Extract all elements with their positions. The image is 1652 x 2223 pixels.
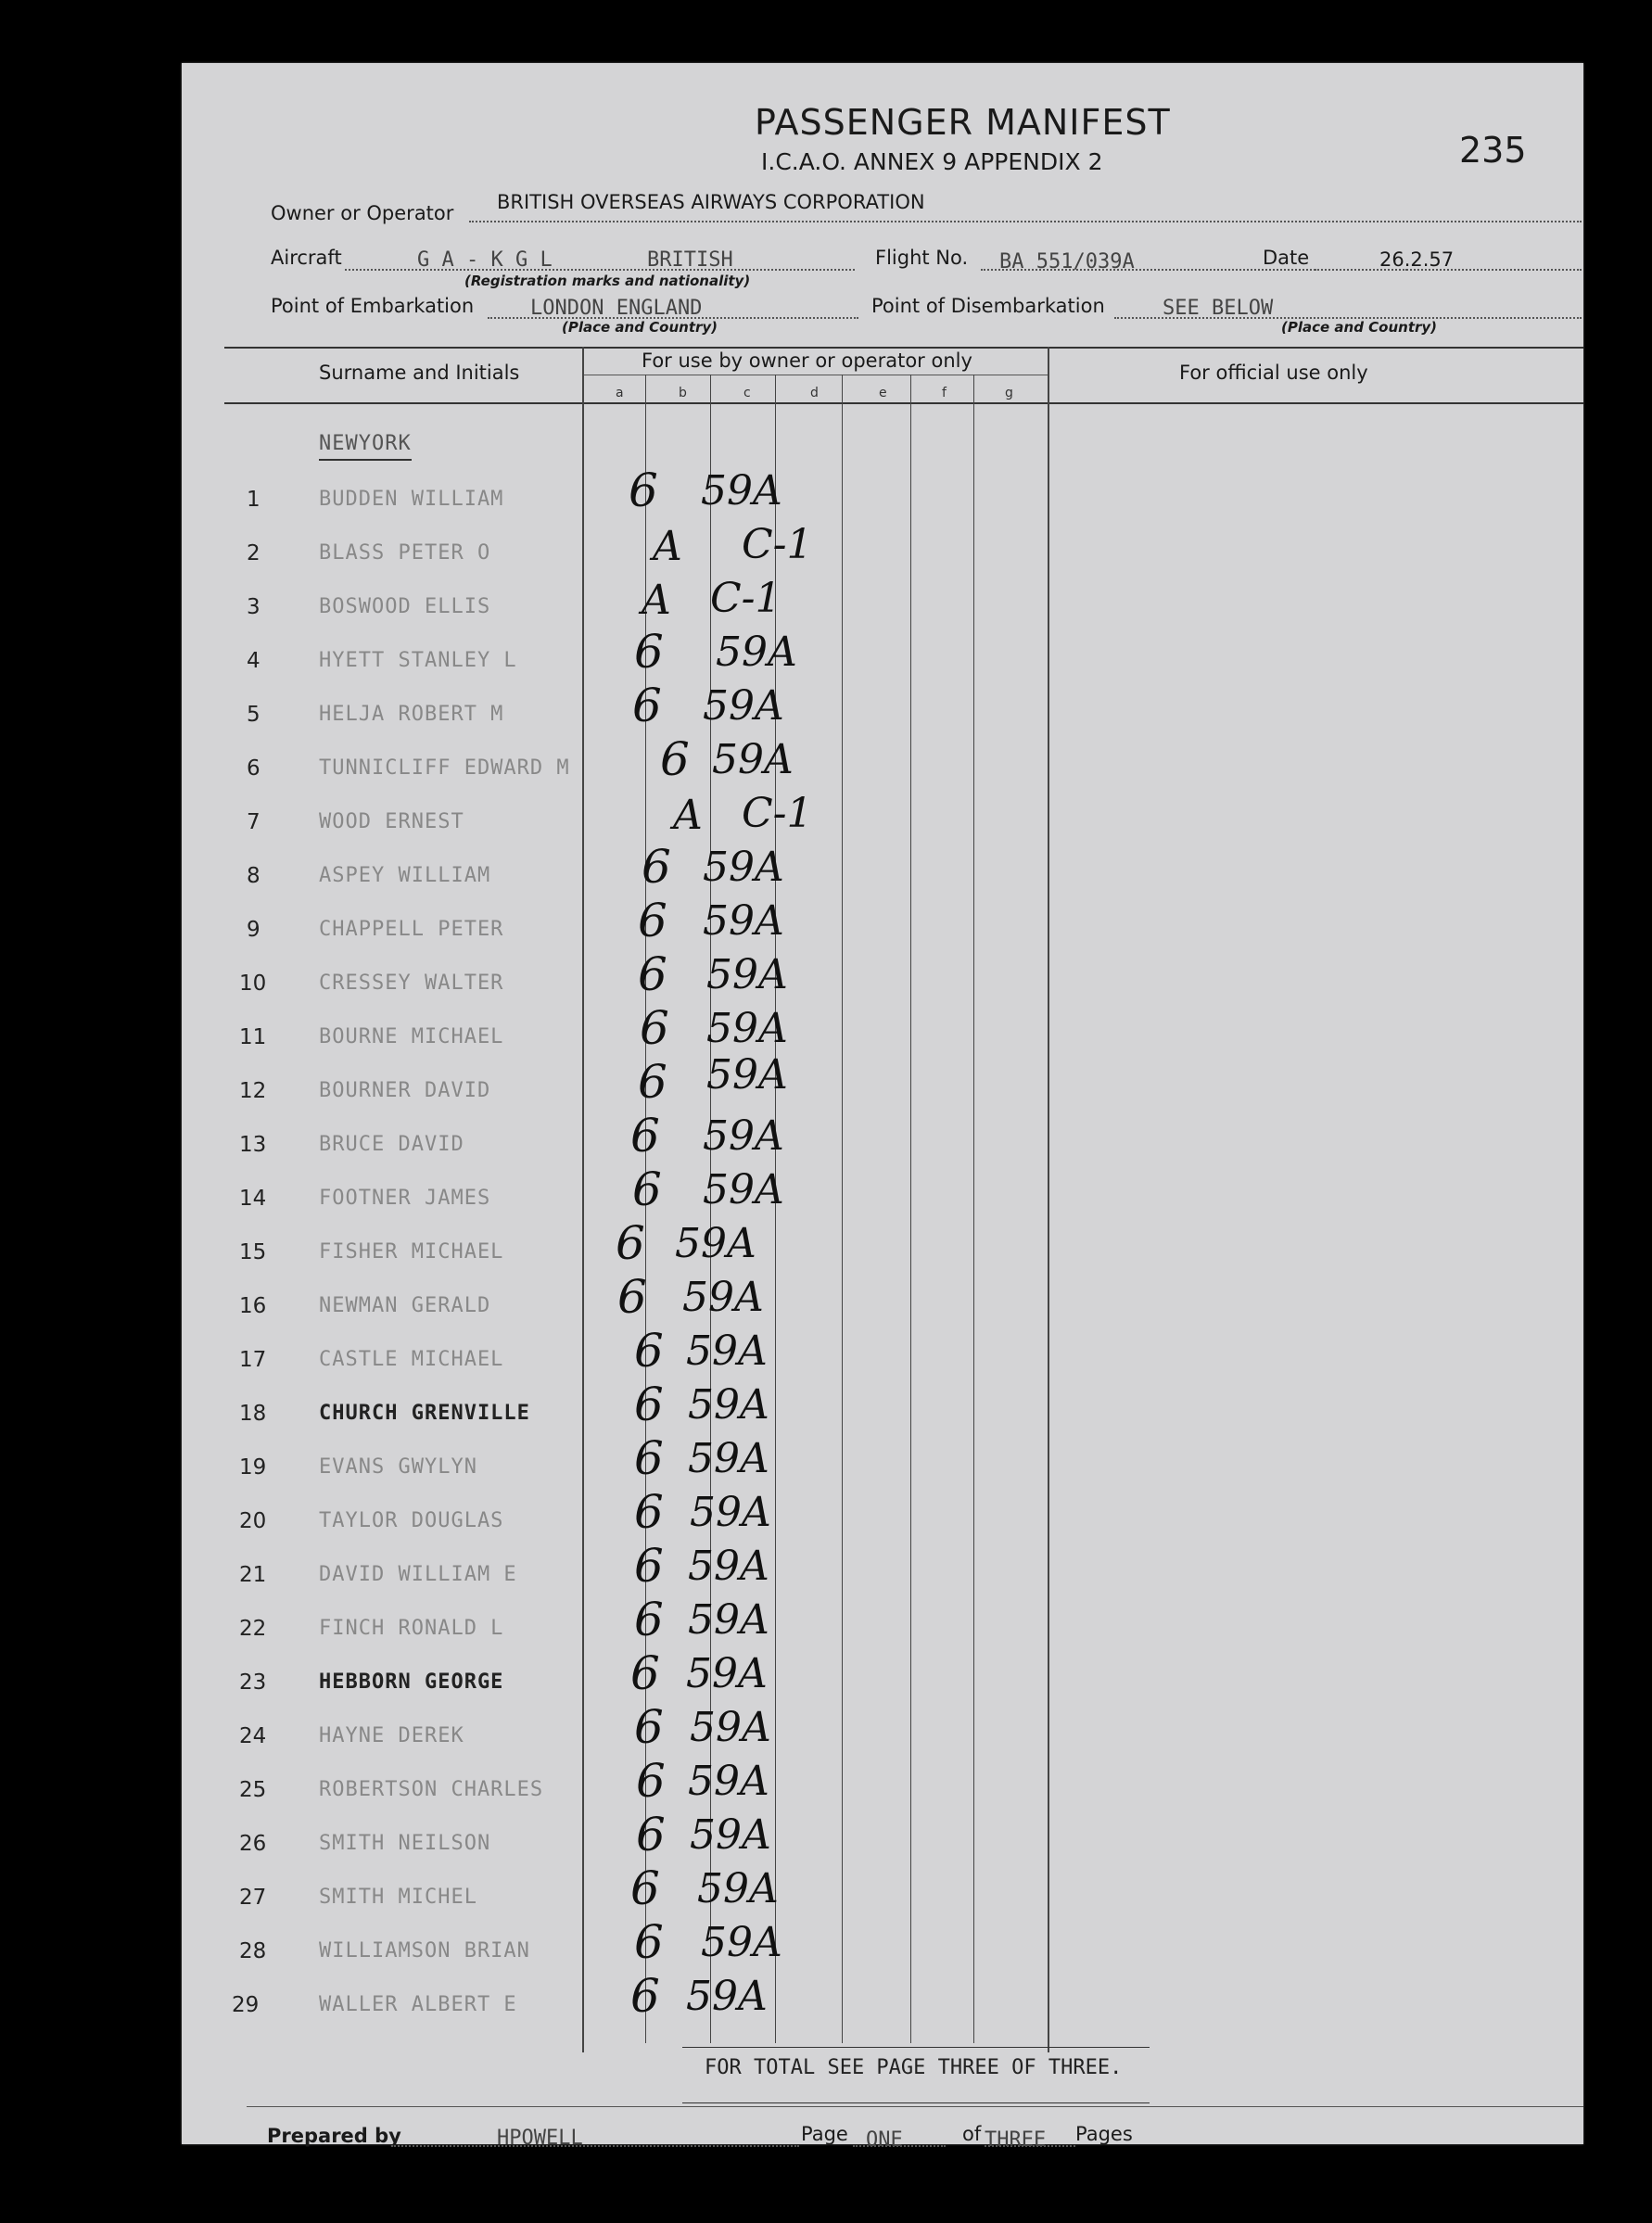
sub-letter-e: e [879,386,887,400]
passenger-name: FINCH RONALD L [319,1617,504,1640]
passenger-name: BOSWOOD ELLIS [319,595,491,618]
handwritten-code-1: 6 [634,1485,664,1539]
passenger-name: CRESSEY WALTER [319,972,504,995]
header-surname: Surname and Initials [319,362,520,384]
handwritten-code-1: 6 [634,1378,664,1431]
flight-label: Flight No. [875,247,969,269]
handwritten-code-2: 59A [703,897,784,945]
handwritten-code-1: 6 [616,1216,645,1270]
col-divider-e [910,375,911,2043]
page-value: ONE [866,2128,903,2152]
handwritten-code-1: 6 [634,1915,664,1969]
row-number: 21 [239,1563,267,1587]
passenger-name: NEWMAN GERALD [319,1294,491,1317]
row-number: 14 [239,1187,267,1211]
of-label: of [962,2123,982,2145]
section-destination: NEWYORK [319,432,412,461]
handwritten-code-2: 59A [682,1274,764,1321]
page-number: 235 [1459,130,1527,171]
table-header-rule [224,402,1583,404]
row-number: 29 [232,1993,260,2017]
disembarkation-label: Point of Disembarkation [871,295,1105,317]
total-rule-top [682,2047,1150,2048]
handwritten-code-1: 6 [636,1808,666,1861]
handwritten-code-1: 6 [634,1431,664,1485]
handwritten-code-2: 59A [690,1704,771,1751]
sub-letter-g: g [1005,386,1013,400]
handwritten-code-1: 6 [630,1646,660,1700]
passenger-name: HELJA ROBERT M [319,703,504,726]
manifest-sheet [182,63,1583,2152]
handwritten-code-1: 6 [634,1539,664,1593]
prepared-label: Prepared by [267,2125,401,2147]
sub-letter-a: a [616,386,624,400]
passenger-name: SMITH MICHEL [319,1886,477,1909]
handwritten-code-2: 59A [688,1758,769,1805]
passenger-name: BUDDEN WILLIAM [319,488,504,511]
passenger-name: FOOTNER JAMES [319,1187,491,1210]
aircraft-registration: G A - K G L [417,248,553,272]
handwritten-code-1: 6 [634,1593,664,1646]
passenger-name: DAVID WILLIAM E [319,1563,517,1586]
passenger-name: HAYNE DEREK [319,1724,464,1747]
handwritten-code-1: 6 [642,840,671,894]
row-number: 15 [239,1240,267,1264]
disembarkation-value: SEE BELOW [1163,297,1274,320]
handwritten-code-1: 6 [632,679,662,732]
row-number: 18 [239,1402,267,1426]
pages-label: Pages [1075,2123,1133,2145]
row-number: 1 [247,488,261,512]
row-number: 25 [239,1778,267,1802]
handwritten-code-2: 59A [703,1112,784,1160]
handwritten-code-2: C-1 [710,575,782,622]
row-number: 3 [247,595,261,619]
row-number: 17 [239,1348,267,1372]
handwritten-code-2: 59A [688,1596,769,1644]
owner-value: BRITISH OVERSEAS AIRWAYS CORPORATION [497,191,925,213]
page-label: Page [801,2123,848,2145]
handwritten-code-2: 59A [706,951,788,998]
passenger-name: BOURNER DAVID [319,1079,491,1102]
passenger-name: SMITH NEILSON [319,1832,491,1855]
handwritten-code-1: 6 [638,947,667,1001]
handwritten-code-2: 59A [690,1811,771,1859]
handwritten-code-2: 59A [703,1166,784,1213]
passenger-name: BRUCE DAVID [319,1133,464,1156]
handwritten-code-1: 6 [636,1754,666,1808]
sub-letter-f: f [942,386,947,400]
handwritten-code-1: 6 [630,1109,660,1162]
handwritten-code-2: 59A [688,1435,769,1482]
passenger-name: HYETT STANLEY L [319,649,517,672]
handwritten-code-1: 6 [632,1162,662,1216]
prepared-value: HPOWELL [497,2127,583,2150]
handwritten-code-2: C-1 [742,521,813,568]
row-number: 22 [239,1617,267,1641]
handwritten-code-1: 6 [638,894,667,947]
row-number: 26 [239,1832,267,1856]
passenger-name: CHAPPELL PETER [319,918,504,941]
handwritten-code-1: 6 [629,464,658,517]
handwritten-code-2: 59A [706,1051,788,1099]
handwritten-code-2: 59A [706,1005,788,1052]
embarkation-label: Point of Embarkation [271,295,475,317]
embarkation-value: LONDON ENGLAND [530,297,703,320]
row-number: 27 [239,1886,267,1910]
handwritten-code-1: 6 [640,1001,669,1055]
passenger-name: HEBBORN GEORGE [319,1670,504,1694]
passenger-name: WILLIAMSON BRIAN [319,1939,530,1963]
embarkation-note: (Place and Country) [562,319,718,336]
handwritten-code-1: 6 [634,625,664,679]
row-number: 24 [239,1724,267,1748]
handwritten-code-2: 59A [712,736,794,783]
row-number: 23 [239,1670,267,1695]
sub-letter-d: d [810,386,819,400]
row-number: 13 [239,1133,267,1157]
handwritten-code-1: 6 [634,1324,664,1378]
row-number: 20 [239,1509,267,1533]
row-number: 7 [247,810,261,834]
handwritten-code-2: 59A [703,682,784,730]
handwritten-code-2: 59A [701,1919,782,1966]
row-number: 4 [247,649,261,673]
handwritten-code-1: 6 [630,1861,660,1915]
document-title: PASSENGER MANIFEST [755,102,1171,143]
header-official: For official use only [1179,362,1368,384]
handwritten-code-2: 59A [690,1489,771,1536]
handwritten-code-1: 6 [617,1270,647,1324]
row-number: 9 [247,918,261,942]
row-number: 8 [247,864,261,888]
handwritten-code-1: 6 [660,732,690,786]
handwritten-code-2: 59A [686,1650,768,1697]
sub-letter-c: c [743,386,751,400]
owner-dotted-line [469,221,1582,222]
footer-rule [247,2106,1583,2107]
col-divider-official [1048,347,1049,2052]
handwritten-code-1: 6 [638,1055,667,1109]
aircraft-note: (Registration marks and nationality) [464,273,751,289]
handwritten-code-2: C-1 [742,790,813,837]
of-value: THREE [985,2128,1047,2152]
header-operator: For use by owner or operator only [642,349,972,372]
handwritten-code-2: 59A [686,1327,768,1375]
row-number: 5 [247,703,261,727]
handwritten-code-2: 59A [701,467,782,514]
handwritten-code-2: 59A [688,1543,769,1590]
handwritten-code-2: 59A [716,629,797,676]
passenger-name: BLASS PETER O [319,541,491,565]
handwritten-code-2: 59A [686,1973,768,2020]
row-number: 2 [247,541,261,565]
date-value: 26.2.57 [1379,248,1455,271]
passenger-name: FISHER MICHAEL [319,1240,504,1264]
passenger-name: ASPEY WILLIAM [319,864,491,887]
row-number: 6 [247,756,261,781]
owner-label: Owner or Operator [271,202,454,224]
flight-number: BA 551/039A [999,250,1135,273]
handwritten-code-1: A [653,523,682,570]
handwritten-code-2: 59A [697,1865,779,1912]
passenger-name: EVANS GWYLYN [319,1455,477,1479]
passenger-name: WOOD ERNEST [319,810,464,833]
handwritten-code-2: 59A [703,844,784,891]
passenger-name: CASTLE MICHAEL [319,1348,504,1371]
row-number: 11 [239,1025,267,1049]
row-number: 10 [239,972,267,996]
date-label: Date [1263,247,1310,269]
passenger-name: WALLER ALBERT E [319,1993,517,2016]
col-divider-f [973,375,974,2043]
prepared-dotted-line [391,2145,799,2147]
passenger-name: CHURCH GRENVILLE [319,1402,530,1425]
handwritten-code-1: A [642,577,671,624]
row-number: 12 [239,1079,267,1103]
aircraft-label: Aircraft [271,247,342,269]
handwritten-code-1: 6 [634,1700,664,1754]
passenger-name: TUNNICLIFF EDWARD M [319,756,570,780]
handwritten-code-1: 6 [630,1969,660,2023]
handwritten-code-2: 59A [675,1220,756,1267]
total-note: FOR TOTAL SEE PAGE THREE OF THREE. [705,2056,1123,2079]
table-top-rule [224,347,1583,349]
sub-letter-b: b [679,386,687,400]
passenger-name: TAYLOR DOUGLAS [319,1509,504,1532]
handwritten-code-2: 59A [688,1381,769,1429]
passenger-name: BOURNE MICHAEL [319,1025,504,1048]
disembarkation-note: (Place and Country) [1281,319,1438,336]
row-number: 19 [239,1455,267,1480]
row-number: 28 [239,1939,267,1963]
passenger-name: ROBERTSON CHARLES [319,1778,544,1801]
col-divider-d [842,375,843,2043]
aircraft-nationality: BRITISH [647,248,733,272]
row-number: 16 [239,1294,267,1318]
handwritten-code-1: A [673,792,703,839]
col-divider-name [582,347,584,2052]
document-subtitle: I.C.A.O. ANNEX 9 APPENDIX 2 [761,148,1103,175]
total-rule-bottom [682,2102,1150,2103]
